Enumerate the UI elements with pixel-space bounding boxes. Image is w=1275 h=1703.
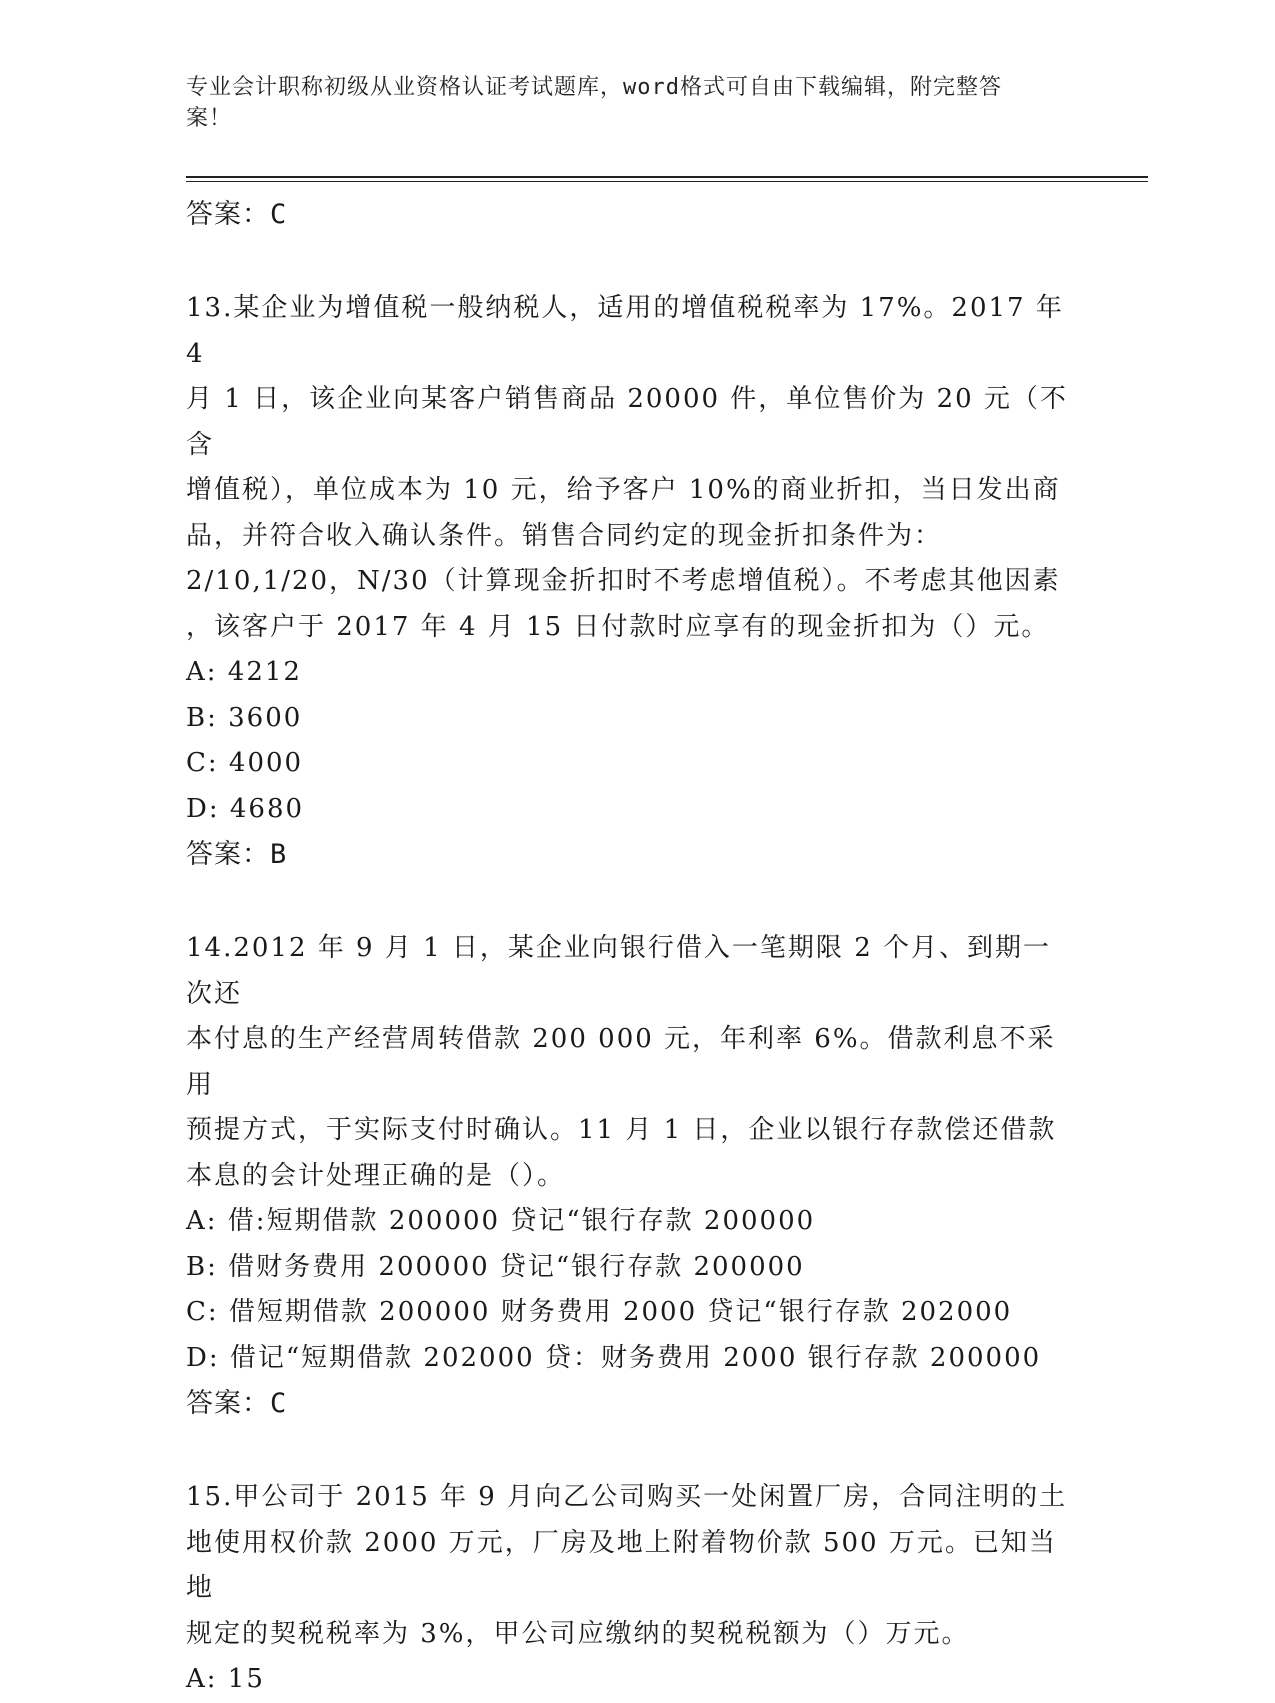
question-13 [186, 286, 1076, 878]
question-text-line: ，该客户于 2017 年 4 月 15 日付款时应享有的现金折扣为（）元。 [186, 611, 1050, 642]
question-text-line: 本息的会计处理正确的是（）。 [186, 1160, 566, 1191]
question-text-line: 预提方式，于实际支付时确认。11 月 1 日，企业以银行存款偿还借款 [186, 1115, 1057, 1145]
document-body [186, 186, 1076, 1703]
answer-label: 答案：C [186, 199, 288, 230]
header-line-2: 案！ [186, 106, 233, 131]
question-text-line: 15.甲公司于 2015 年 9 月向乙公司购买一处闲置厂房，合同注明的土 [186, 1482, 1068, 1512]
question-text-line: 地使用权价款 2000 万元，厂房及地上附着物价款 500 万元。已知当地 [186, 1527, 1057, 1603]
answer-label: 答案：B [186, 839, 288, 870]
header-line-1: 专业会计职称初级从业资格认证考试题库，word格式可自由下载编辑，附完整答 [186, 75, 1002, 100]
header-divider-thin [186, 181, 1148, 182]
option-c: C: 4000 [186, 748, 304, 778]
question-15 [186, 1475, 1076, 1703]
header-divider-thick [186, 176, 1148, 178]
option-d: D: 借记“短期借款 202000 贷：财务费用 2000 银行存款 200000 [186, 1342, 1042, 1373]
question-text-line: 品，并符合收入确认条件。销售合同约定的现金折扣条件为： [186, 520, 943, 551]
answer-label: 答案：C [186, 1388, 288, 1419]
option-c: C: 借短期借款 200000 财务费用 2000 贷记“银行存款 202000 [186, 1297, 1013, 1327]
question-14 [186, 926, 1076, 1427]
option-a: A: 4212 [186, 657, 302, 687]
question-text-line: 14.2012 年 9 月 1 日，某企业向银行借入一笔期限 2 个月、到期一次还 [186, 933, 1051, 1009]
question-text-line: 13.某企业为增值税一般纳税人，适用的增值税税率为 17%。2017 年 4 [186, 293, 1064, 369]
question-text-line: 规定的契税税率为 3%，甲公司应缴纳的契税税额为（）万元。 [186, 1618, 970, 1649]
option-b: B: 借财务费用 200000 贷记“银行存款 200000 [186, 1251, 805, 1282]
question-text-line: 月 1 日，该企业向某客户销售商品 20000 件，单位售价为 20 元（不含 [186, 384, 1068, 460]
question-text-line: 2/10,1/20，N/30（计算现金折扣时不考虑增值税）。不考虑其他因素 [186, 566, 1061, 596]
question-text-line: 本付息的生产经营周转借款 200 000 元，年利率 6%。借款利息不采用 [186, 1024, 1056, 1100]
question-text-line: 增值税），单位成本为 10 元，给予客户 10%的商业折扣，当日发出商 [186, 475, 1061, 505]
option-b: B: 3600 [186, 702, 303, 733]
option-a: A: 15 [186, 1664, 265, 1694]
option-a: A: 借:短期借款 200000 贷记“银行存款 200000 [186, 1206, 816, 1236]
option-d: D: 4680 [186, 793, 305, 824]
page-header [186, 72, 1066, 134]
